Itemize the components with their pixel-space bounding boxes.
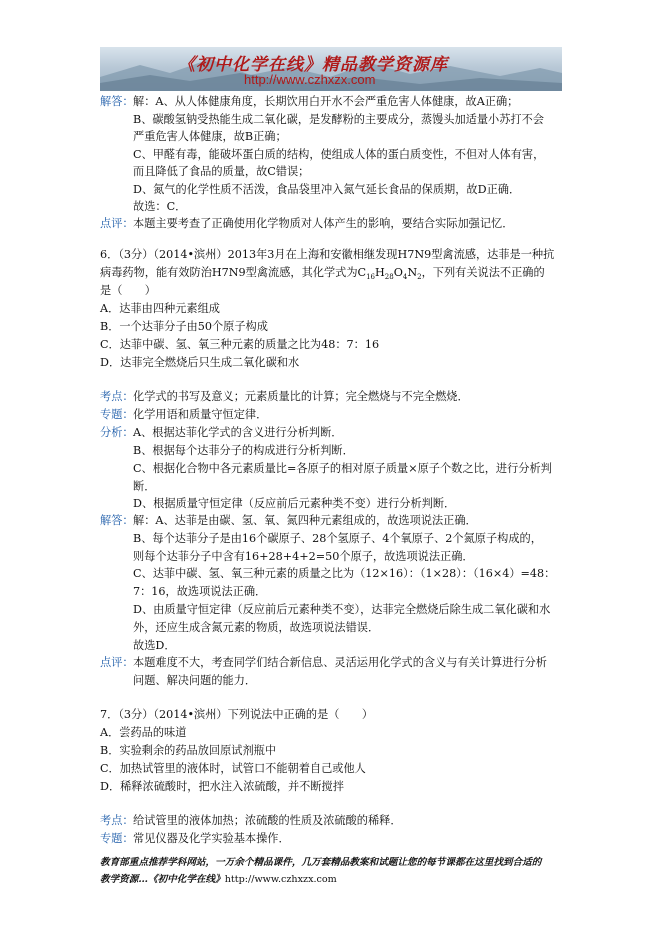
q6-stem-line: 是（ ）	[100, 284, 156, 297]
q6-zhuanti-text: 化学用语和质量守恒定律．	[133, 408, 268, 421]
q6-zhuanti-label: 专题：	[100, 408, 134, 421]
q6-kaodian-text: 化学式的书写及意义；元素质量比的计算；完全燃烧与不完全燃烧．	[133, 390, 469, 403]
q6-dianping-label: 点评：	[100, 656, 134, 669]
q6-jieda-line: 外，还应生成含氮元素的物质，故选项说法错误．	[133, 621, 380, 634]
q5-answer-line: 严重危害人体健康，故B正确；	[133, 130, 287, 143]
q6-jieda-line: B、每个达菲分子是由16个碳原子、28个氢原子、4个氧原子、2个氮原子构成的，	[133, 532, 542, 545]
q6-stem-line: 病毒药物，能有效防治H7N9型禽流感，其化学式为$C_{16}H_{28}O_4N_2$，下列有关说法不正确的	[100, 266, 545, 282]
q6-fenxi-line: B、根据每个达菲分子的构成进行分析判断．	[133, 444, 354, 457]
q6-kaodian-label: 考点：	[100, 390, 134, 403]
q6-option: D．达菲完全燃烧后只生成二氧化碳和水	[100, 356, 300, 369]
q5-answer-line: C、甲醛有毒，能破坏蛋白质的结构，使组成人体的蛋白质变性，不但对人体有害，	[133, 148, 545, 161]
q5-answer-line: B、碳酸氢钠受热能生成二氧化碳，是发酵粉的主要成分，蒸馒头加适量小苏打不会	[133, 113, 544, 126]
banner-url[interactable]: http://www.czhxzx.com	[244, 72, 376, 87]
q6-option: B．一个达菲分子由50个原子构成	[100, 320, 268, 333]
footer-line: 教育部重点推荐学科网站，一万余个精品课件，几万套精品教案和试题让您的每节课都在这里找到合适的	[100, 857, 542, 868]
q6-stem-line: 6．（3分）（2014•滨州）2013年3月在上海和安徽相继发现H7N9型禽流感，达菲是一种抗	[100, 248, 555, 261]
q5-dianping-text: 本题主要考查了正确使用化学物质对人体产生的影响，要结合实际加强记忆．	[133, 217, 514, 230]
q6-option: C．达菲中碳、氢、氧三种元素的质量之比为48：7：16	[100, 338, 380, 351]
q7-option: D．稀释浓硫酸时，把水注入浓硫酸，并不断搅拌	[100, 780, 344, 793]
footer-url[interactable]: http://www.czhxzx.com	[224, 874, 337, 885]
q6-jieda-line: D、由质量守恒定律（反应前后元素种类不变），达菲完全燃烧后除生成二氧化碳和水	[133, 603, 551, 616]
q7-zhuanti-label: 专题：	[100, 832, 134, 845]
q6-dianping-line: 本题难度不大，考查同学们结合新信息、灵活运用化学式的含义与有关计算进行分析	[133, 656, 547, 669]
q6-jieda-line: 解：A、达菲是由碳、氢、氧、氮四种元素组成的，故选项说法正确．	[133, 514, 477, 527]
q7-stem: 7．（3分）（2014•滨州）下列说法中正确的是（ ）	[100, 708, 374, 721]
q6-fenxi-line: 断．	[133, 480, 156, 493]
q6-jieda-line: 则每个达菲分子中含有16+28+4+2=50个原子，故选项说法正确．	[133, 550, 474, 563]
q6-jieda-label: 解答：	[100, 514, 134, 527]
q7-zhuanti-text: 常见仪器及化学实验基本操作．	[133, 832, 290, 845]
q6-fenxi-line: C、根据化合物中各元素质量比=各原子的相对原子质量×原子个数之比，进行分析判	[133, 462, 552, 475]
q6-fenxi-line: D、根据质量守恒定律（反应前后元素种类不变）进行分析判断．	[133, 497, 456, 510]
q6-dianping-line: 问题、解决问题的能力．	[133, 674, 257, 687]
q7-kaodian-text: 给试管里的液体加热；浓硫酸的性质及浓硫酸的稀释．	[133, 814, 402, 827]
q5-answer-line: 而且降低了食品的质量，故C错误；	[133, 165, 310, 178]
q5-answer-line: 故选：C．	[133, 200, 187, 213]
q7-option: C．加热试管里的液体时，试管口不能朝着自己或他人	[100, 762, 366, 775]
q5-dianping-label: 点评：	[100, 217, 134, 230]
banner-title: 《初中化学在线》精品教学资源库	[178, 55, 448, 75]
q6-fenxi-label: 分析：	[100, 426, 134, 439]
q5-jieda-label: 解答：	[100, 95, 134, 108]
header-banner	[100, 47, 562, 91]
q7-kaodian-label: 考点：	[100, 814, 134, 827]
q6-jieda-line: 7：16，故选项说法正确．	[133, 585, 267, 598]
footer-line: 教学资源…《初中化学在线》http://www.czhxzx.com	[100, 874, 337, 885]
q6-option: A．达菲由四种元素组成	[100, 302, 220, 315]
q6-jieda-line: 故选D．	[133, 639, 176, 652]
q7-option: A．尝药品的味道	[100, 726, 187, 739]
q7-option: B．实验剩余的药品放回原试剂瓶中	[100, 744, 277, 757]
q5-answer-line: 解：A、从人体健康角度，长期饮用白开水不会严重危害人体健康，故A正确；	[133, 95, 519, 108]
q6-jieda-line: C、达菲中碳、氢、氧三种元素的质量之比为（12×16）：（1×28）：（16×4）=48：	[133, 567, 556, 580]
q6-fenxi-line: A、根据达菲化学式的含义进行分析判断．	[133, 426, 343, 439]
q5-answer-line: D、氮气的化学性质不活泼，食品袋里冲入氮气延长食品的保质期，故D正确．	[133, 183, 521, 196]
